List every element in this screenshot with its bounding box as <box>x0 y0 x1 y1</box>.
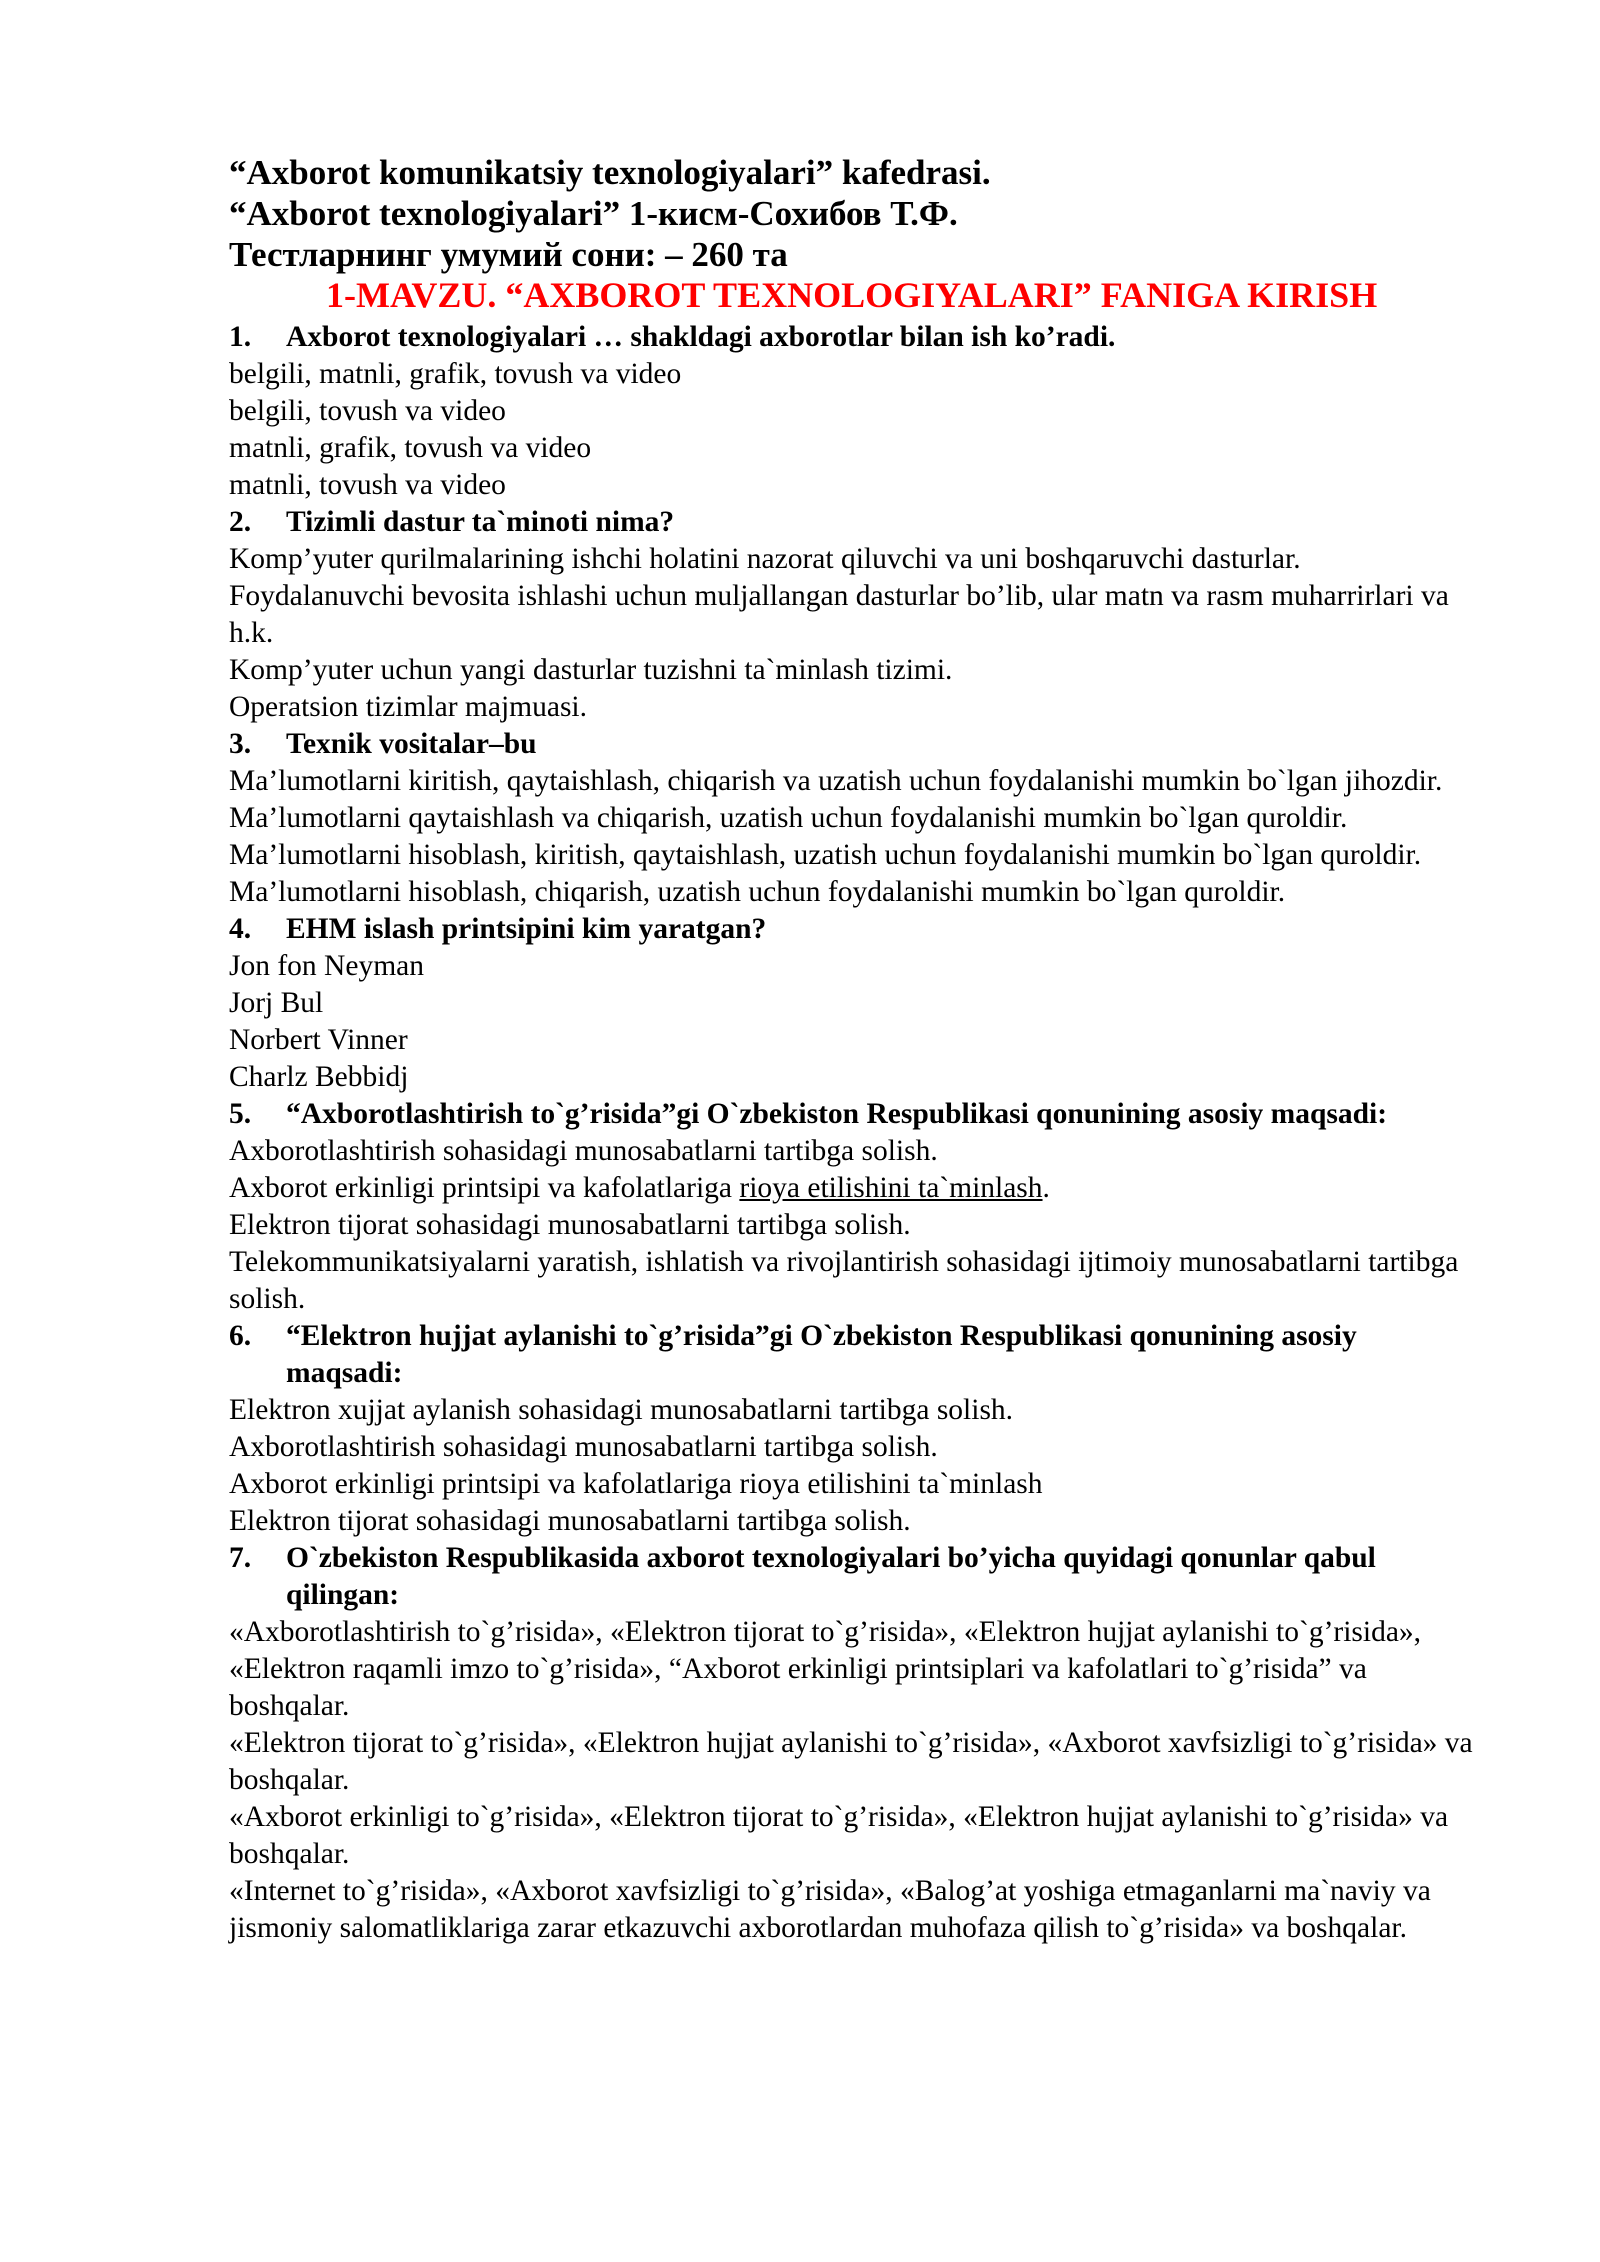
test-count: Тестларнинг умумий сони: – 260 та <box>229 235 788 274</box>
answer-text: Axborot erkinligi printsipi va kafolatlariga <box>229 1172 740 1204</box>
answer-option: «Axborot erkinligi to`g’risida», «Elektron tijorat to`g’risida», «Elektron hujjat aylanishi to`g’risida» va boshqalar. <box>229 1801 1449 1870</box>
answer-option: Ma’lumotlarni hisoblash, chiqarish, uzatish uchun foydalanishi mumkin bo`lgan quroldir. <box>229 876 1286 908</box>
question-4 <box>229 911 1479 948</box>
question-number: 7. <box>229 1542 252 1574</box>
question-text: O`zbekiston Respublikasida axborot texnologiyalari bo’yicha quyidagi qonunlar qabul qilingan: <box>286 1542 1376 1611</box>
answer-option: matnli, grafik, tovush va video <box>229 432 592 464</box>
answer-option: Jon fon Neyman <box>229 950 424 982</box>
answer-option: Norbert Vinner <box>229 1024 408 1056</box>
answer-option: «Axborotlashtirish to`g’risida», «Elektron tijorat to`g’risida», «Elektron hujjat aylanishi to`g’risida», «Elektron raqamli imzo to`g’risida», “Axborot erkinligi printsiplari va kafolatlari to`g’risida” va boshqalar. <box>229 1616 1422 1722</box>
course-title: “Axborot texnologiyalari” 1-кисм-Сохибов Т.Ф. <box>229 194 958 233</box>
answer-tail: . <box>1042 1172 1050 1204</box>
question-number: 4. <box>229 913 252 945</box>
answer-option: Axborotlashtirish sohasidagi munosabatlarni tartibga solish. <box>229 1431 938 1463</box>
question-text: “Elektron hujjat aylanishi to`g’risida”gi O`zbekiston Respublikasi qonunining asosiy maqsadi: <box>286 1320 1357 1389</box>
answer-option: Elektron tijorat sohasidagi munosabatlarni tartibga solish. <box>229 1209 911 1241</box>
underlined-text: rioya etilishini ta`minlash <box>739 1172 1043 1204</box>
answer-option: Ma’lumotlarni qaytaishlash va chiqarish, uzatish uchun foydalanishi mumkin bo`lgan quroldir. <box>229 802 1348 834</box>
question-7 <box>229 1540 1479 1614</box>
answer-option: «Elektron tijorat to`g’risida», «Elektron hujjat aylanishi to`g’risida», «Axborot xavfsizligi to`g’risida» va boshqalar. <box>229 1727 1473 1796</box>
answer-option <box>229 1170 1479 1207</box>
answer-option: Charlz Bebbidj <box>229 1061 409 1093</box>
question-text: Axborot texnologiyalari … shakldagi axborotlar bilan ish ko’radi. <box>286 321 1116 353</box>
answer-option: belgili, tovush va video <box>229 395 506 427</box>
document-page <box>229 152 1479 1947</box>
answer-option: Foydalanuvchi bevosita ishlashi uchun muljallangan dasturlar bo’lib, ular matn va rasm muharrirlari va h.k. <box>229 580 1449 649</box>
answer-option: Jorj Bul <box>229 987 324 1019</box>
question-6 <box>229 1318 1479 1392</box>
question-5 <box>229 1096 1479 1133</box>
question-number: 3. <box>229 728 252 760</box>
department-title: “Axborot komunikatsiy texnologiyalari” kafedrasi. <box>229 153 991 192</box>
question-text: EHM islash printsipini kim yaratgan? <box>286 913 767 945</box>
answer-option: Ma’lumotlarni hisoblash, kiritish, qaytaishlash, uzatish uchun foydalanishi mumkin bo`lgan quroldir. <box>229 839 1422 871</box>
answer-option: Ma’lumotlarni kiritish, qaytaishlash, chiqarish va uzatish uchun foydalanishi mumkin bo`lgan jihozdir. <box>229 765 1443 797</box>
question-text: “Axborotlashtirish to`g’risida”gi O`zbekiston Respublikasi qonunining asosiy maqsadi: <box>286 1098 1388 1130</box>
answer-option: Operatsion tizimlar majmuasi. <box>229 691 588 723</box>
answer-option: Axborot erkinligi printsipi va kafolatlariga rioya etilishini ta`minlash <box>229 1468 1043 1500</box>
topic-title: 1-MAVZU. “AXBOROT TEXNOLOGIYALARI” FANIGA KIRISH <box>326 275 1378 315</box>
question-text: Texnik vositalar–bu <box>286 728 537 760</box>
question-text: Tizimli dastur ta`minoti nima? <box>286 506 675 538</box>
question-number: 6. <box>229 1320 252 1352</box>
answer-option: Axborotlashtirish sohasidagi munosabatlarni tartibga solish. <box>229 1135 938 1167</box>
answer-option: Elektron xujjat aylanish sohasidagi munosabatlarni tartibga solish. <box>229 1394 1014 1426</box>
answer-option: «Internet to`g’risida», «Axborot xavfsizligi to`g’risida», «Balog’at yoshiga etmaganlarni ma`naviy va jismoniy salomatliklariga zarar etkazuvchi axborotlardan muhofaza qilish to`g’risida» va boshqalar. <box>229 1875 1431 1944</box>
question-number: 2. <box>229 506 252 538</box>
answer-option: Elektron tijorat sohasidagi munosabatlarni tartibga solish. <box>229 1505 911 1537</box>
question-1 <box>229 319 1479 356</box>
question-number: 1. <box>229 321 252 353</box>
answer-option: matnli, tovush va video <box>229 469 506 501</box>
answer-option: belgili, matnli, grafik, tovush va video <box>229 358 682 390</box>
question-2 <box>229 504 1479 541</box>
answer-option: Komp’yuter qurilmalarining ishchi holatini nazorat qiluvchi va uni boshqaruvchi dasturlar. <box>229 543 1301 575</box>
answer-option: Telekommunikatsiyalarni yaratish, ishlatish va rivojlantirish sohasidagi ijtimoiy munosabatlarni tartibga solish. <box>229 1246 1459 1315</box>
question-3 <box>229 726 1479 763</box>
question-number: 5. <box>229 1098 252 1130</box>
answer-option: Komp’yuter uchun yangi dasturlar tuzishni ta`minlash tizimi. <box>229 654 953 686</box>
